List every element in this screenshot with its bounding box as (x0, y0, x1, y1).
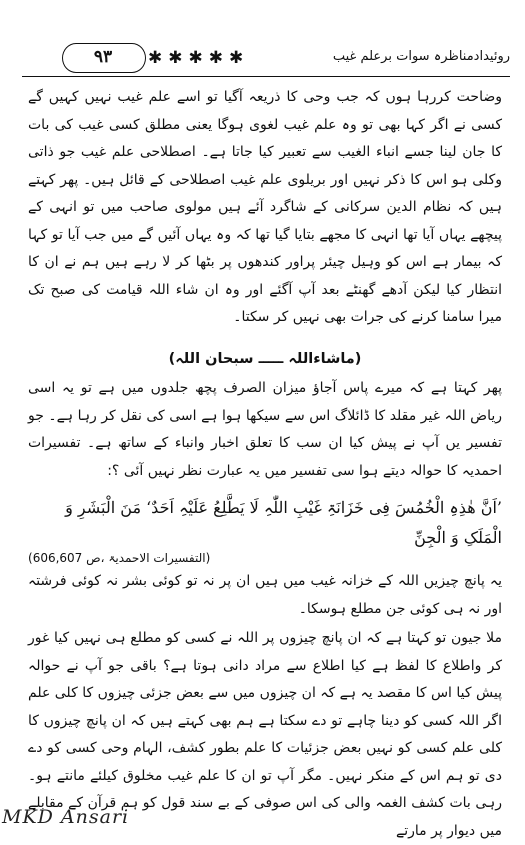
page-number: ۹۳ (93, 47, 113, 67)
running-title: روئیدادمناظرہ سوات برعلم غیب (332, 49, 510, 64)
star-ornament-icon: ✱ (229, 48, 244, 68)
paragraph-1: وضاحت کررہا ہوں کہ جب وحی کا ذریعہ آگیا تو اسے علم غیب نہیں کہیں گے کسی نے اگر کہا بھی تو وہ علم غیب لغوی ہوگا یعنی مطلق کسی غیب کی بات کا جان لینا جسے انباء الغیب سے تعبیر کیا جاتا ہے۔ اصطلاحی علم غیب جو ذاتی وکلی ہو اس کا ذکر نہیں اور بریلوی علم غیب اصطلاحی کے قائل ہیں۔ پھر کہتے ہیں کہ نظام الدین سرکانی کے شاگرد آئے ہیں مولوی صاحب میں تو انہی کے پیچھے یہاں آیا تھا انہی کا مجھے بتایا گیا تھا کہ وہ یہاں آئیں گے میں جب آیا تو کہا کہ بیمار ہے اس کو وہیل چیئر پراور کندھوں پر بٹھا کر لا رہے ہیں ہم نے ان کا انتظار کیا لیکن آدھے گھنٹے بعد آپ آگئے اور وہ ان شاء اللہ قیامت کی صبح تک میرا سامنا کرنے کی جرات بھی نہیں کر سکتا۔ (28, 89, 502, 325)
paragraph-4: ملا جیون تو کہتا ہے کہ ان پانچ چیزوں پر اللہ نے کسی کو مطلع ہی نہیں کیا غور کر واطلاع کا لفظ ہے کیا اطلاع سے مراد دانی ہوتا ہے؟ باقی جو آپ نے حوالہ پیش کیا اس کا مقصد یہ ہے کہ ان چیزوں میں سے بعض جزئی چیزوں کا کلی علم اگر اللہ کسی کو دینا چاہے تو دے سکتا ہے ہم بھی کہتے ہیں کہ ان پانچ چیزوں کا کلی علم کسی کو نہیں بعض جزئیات کا علم بطور کشف، الہام وحی کسی کو دے دی تو ہم اس کے منکر نہیں۔ مگر آپ تو ان کا علم غیب مخلوق کیلئے مانتے ہو۔ رہی بات کشف الغمہ والی کی اس صوفی کے بے سند قول کو ہم قرآن کے مقابلے میں دیوار پر مارتے (28, 630, 502, 839)
arabic-quote: ’اَنَّ ھٰذِہِ الْخُمُسَ فِی خَزَانَۃِ غَیْبِ اللّٰہِ لَا یَطَّلِعُ عَلَیْہِ اَحَدٌ‘ مَنَ الْبَشَرِ وَ الْمَلَکِ وَ الْجِنِّ (65, 498, 502, 547)
signature-watermark: MKD Ansari (2, 806, 130, 828)
star-ornament-icon: ✱ (208, 48, 223, 68)
header-divider (22, 76, 510, 77)
paragraph-2: پھر کہتا ہے کہ میرے پاس آجاؤ میزان الصرف پچھ جلدوں میں ہے تو یہ اسی ریاض اللہ غیر مقلد کا ڈائلاگ اس سے سیکھا ہوا ہے اسی کی نقل کر رہا ہے۔ جو تفسیر یں آپ نے پیش کیا ان سب کا تعلق اخبار وانباء کے ساتھ ہے۔ تفسیرات احمدیہ کا حوالہ دیتے ہوا سی تفسیر میں یہ عبارت نظر نہیں آئی ؟: (28, 380, 502, 479)
star-ornament-icon: ✱ (148, 48, 163, 68)
section-heading: (ماشاءاللہ ـــــ سبحان اللہ) (168, 351, 362, 367)
star-ornament-icon: ✱ (168, 48, 183, 68)
header-ornament (148, 48, 268, 68)
page-header (22, 44, 510, 74)
paragraph-3: یہ پانچ چیزیں اللہ کے خزانہ غیب میں ہیں ان پر نہ تو کوئی بشر نہ کوئی فرشتہ اور نہ ہی کوئی جن مطلع ہوسکا۔ (28, 573, 502, 617)
star-ornament-icon: ✱ (188, 48, 203, 68)
citation: (التفسیرات الاحمدیۃ ،ص 606,607) (28, 551, 211, 565)
